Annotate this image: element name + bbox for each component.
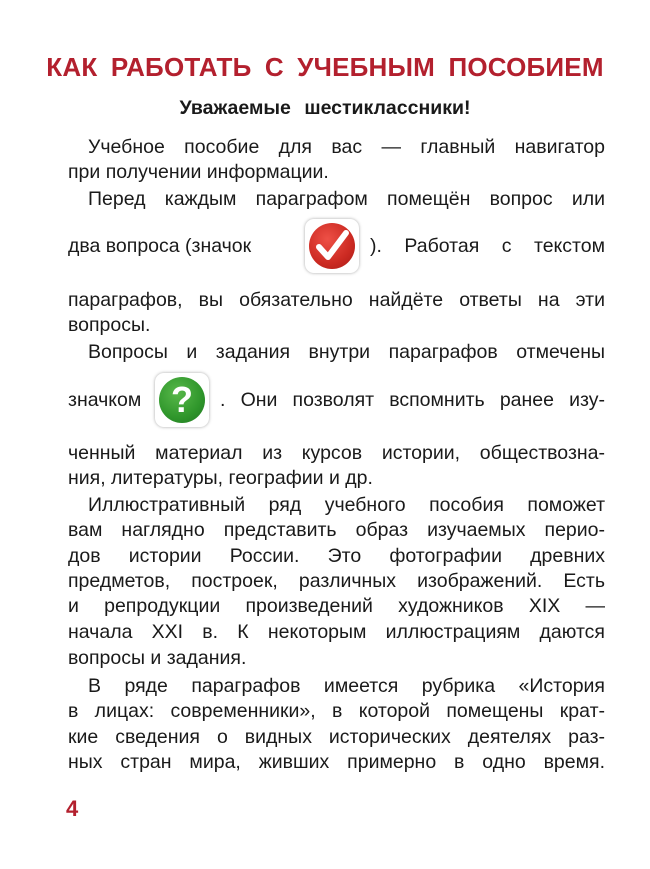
text-line: и репродукции произведений художников XIX — — [68, 595, 605, 617]
text-line: параграфов, вы обязательно найдёте ответы на эти — [68, 289, 605, 311]
text-line: значком — [68, 389, 142, 411]
text-line: Вопросы и задания внутри параграфов отмечены — [88, 341, 605, 363]
text-line: Учебное пособие для вас — главный навигатор — [88, 136, 605, 158]
subtitle: Уважаемые шестиклассники! — [179, 97, 471, 119]
page-number: 4 — [66, 796, 79, 821]
text-line: ных стран мира, живших примерно в одно время. — [68, 751, 605, 773]
text-line: ченный материал из курсов истории, обществозна- — [68, 442, 605, 464]
checkmark-icon — [305, 219, 359, 273]
question-mark: ? — [171, 379, 193, 420]
text-line: при получении информации. — [68, 161, 329, 183]
text-line: предметов, построек, различных изображений. Есть — [68, 570, 605, 592]
text-line: вопросы и задания. — [68, 647, 247, 669]
text-line: ния, литературы, географии и др. — [68, 467, 373, 489]
text-line: Иллюстративный ряд учебного пособия поможет — [88, 494, 605, 516]
text-line: кие сведения о видных исторических деятелях раз- — [68, 726, 605, 748]
text-line: дов истории России. Это фотографии древних — [68, 545, 605, 567]
text-line: в лицах: современники», в которой помещены крат- — [68, 700, 605, 722]
page-title: КАК РАБОТАТЬ С УЧЕБНЫМ ПОСОБИЕМ — [46, 52, 604, 82]
text-line: ). Работая с текстом — [370, 235, 605, 257]
question-icon — [155, 373, 209, 427]
text-line: вам наглядно представить образ изучаемых перио- — [68, 519, 605, 541]
text-line: В ряде параграфов имеется рубрика «История — [88, 675, 605, 697]
text-line: . Они позволят вспомнить ранее изу- — [220, 389, 605, 411]
text-line: вопросы. — [68, 314, 151, 336]
text-line: начала XXI в. К некоторым иллюстрациям даются — [68, 621, 605, 643]
text-line: два вопроса (значок — [68, 235, 252, 257]
text-line: Перед каждым параграфом помещён вопрос или — [88, 188, 605, 210]
